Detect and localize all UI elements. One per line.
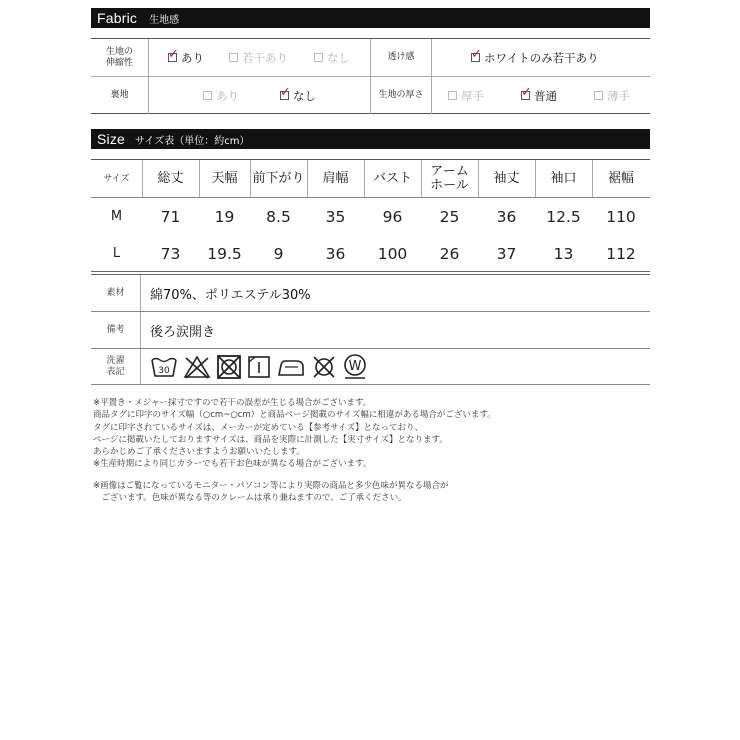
disclaimer-notes	[93, 397, 653, 504]
svg-text:W: W	[348, 359, 362, 374]
no-tumble-dry-icon	[216, 354, 242, 380]
size-table	[91, 159, 650, 271]
svg-text:30: 30	[158, 366, 170, 376]
note-line: ページに掲載いたしておりますサイズは、商品を実際に計測した【実寸サイズ】となります。	[93, 434, 448, 445]
size-cell: 19	[214, 207, 235, 226]
wash-30-icon	[150, 354, 178, 380]
size-cell: L	[112, 246, 121, 261]
stretch-option-no: なし	[314, 39, 350, 76]
care-label: 洗濯 表記	[106, 355, 125, 377]
size-cell: 12.5	[546, 207, 581, 226]
sheer-label: 透け感	[387, 52, 415, 62]
check-mark-icon: ✓	[521, 85, 532, 100]
fabric-row-2	[91, 77, 650, 114]
size-row-M	[91, 198, 650, 235]
size-cell: 96	[382, 207, 403, 226]
size-cell: 100	[377, 244, 408, 263]
check-mark-icon: ✓	[280, 85, 291, 100]
no-dry-clean-icon	[311, 354, 337, 380]
note-line: 商品タグに印字のサイズ幅（○cm~○cm）と商品ページ掲載のサイズ幅に相違がある場合がございます。	[93, 410, 496, 421]
note-line: ※生産時期により同じカラーでも若干お色味が異なる場合がございます。	[93, 459, 372, 470]
size-cell: 35	[325, 207, 346, 226]
size-cell: 26	[439, 244, 460, 263]
stretch-label: 生地の 伸縮性	[105, 46, 133, 68]
size-cell: M	[110, 209, 123, 224]
thickness-option-thick: 厚手	[448, 77, 484, 114]
material-row	[91, 275, 650, 312]
size-cell: 19.5	[207, 244, 242, 263]
lining-option-yes: あり	[203, 77, 239, 114]
size-header-cell: 肩幅	[322, 170, 349, 186]
line-dry-icon	[247, 354, 271, 380]
size-header-cell: サイズ	[103, 173, 130, 184]
check-mark-icon: ✓	[471, 47, 482, 62]
material-value: 綿70%、ポリエステル30%	[150, 287, 311, 303]
note-line: ※平置き・メジャー採寸ですので若干の誤差が生じる場合がございます。	[93, 398, 372, 408]
size-subtitle: サイズ表（単位：約cm）	[135, 135, 250, 147]
size-header-cell: 前下がり	[252, 170, 305, 186]
lining-option-no: ✓ なし	[280, 85, 316, 103]
wet-clean-icon	[342, 353, 368, 381]
fabric-row-1	[91, 39, 650, 77]
size-row-L	[91, 235, 650, 272]
fabric-subtitle: 生地感	[149, 14, 180, 26]
thickness-option-thin: 薄手	[594, 77, 630, 114]
stretch-option-yes: ✓ あり	[168, 47, 204, 65]
size-header-cell: 裾幅	[607, 170, 634, 186]
size-header-cell: 袖丈	[493, 170, 520, 186]
lining-label: 裏地	[110, 90, 129, 100]
care-row	[91, 349, 650, 385]
sheer-option-white-slight: ✓ ホワイトのみ若干あり	[471, 47, 599, 65]
size-cell: 110	[606, 207, 636, 226]
no-bleach-icon	[183, 354, 211, 380]
size-header-cell: アーム ホール	[430, 163, 469, 193]
remarks-label: 備考	[106, 324, 125, 335]
fabric-table	[91, 38, 650, 114]
size-header-cell: 袖口	[550, 170, 577, 186]
size-cell: 71	[160, 207, 181, 226]
size-cell: 37	[496, 244, 517, 263]
size-header-cell: 総丈	[157, 170, 184, 186]
note-line: タグに印字されているサイズは、メーカーが定めている【参考サイズ】となっており、	[93, 422, 423, 433]
remarks-value: 後ろ涙開き	[150, 324, 216, 340]
note-line: あらかじめご了承くださいますようお願いいたします。	[93, 447, 305, 458]
stretch-option-slight: 若干あり	[229, 39, 288, 76]
note-line: ※画像はご覧になっているモニター・パソコン等により実際の商品と多少色味が異なる場合が	[93, 480, 449, 491]
size-header-row	[91, 160, 650, 198]
size-cell: 73	[160, 244, 181, 263]
size-cell: 112	[606, 244, 636, 263]
size-title: Size	[97, 131, 126, 147]
fabric-section-bar	[91, 8, 650, 28]
thickness-option-normal: ✓ 普通	[521, 85, 557, 103]
size-cell: 36	[325, 244, 346, 263]
size-section-bar	[91, 129, 650, 149]
remarks-row	[91, 312, 650, 349]
size-header-cell: バスト	[372, 170, 412, 186]
thickness-label: 生地の厚さ	[378, 90, 424, 100]
check-mark-icon: ✓	[168, 47, 179, 62]
size-cell: 9	[273, 244, 284, 263]
size-cell: 36	[496, 207, 517, 226]
size-header-cell: 天幅	[211, 170, 238, 186]
size-cell: 25	[439, 207, 460, 226]
size-cell: 8.5	[266, 207, 291, 226]
material-label: 素材	[106, 287, 125, 298]
care-icons	[150, 353, 368, 381]
iron-low-icon	[276, 354, 306, 380]
note-line: ございます。色味が異なる等のクレームは承り兼ねますので、ご了承ください。	[93, 493, 407, 504]
size-cell: 13	[553, 244, 574, 263]
fabric-title: Fabric	[97, 10, 138, 26]
